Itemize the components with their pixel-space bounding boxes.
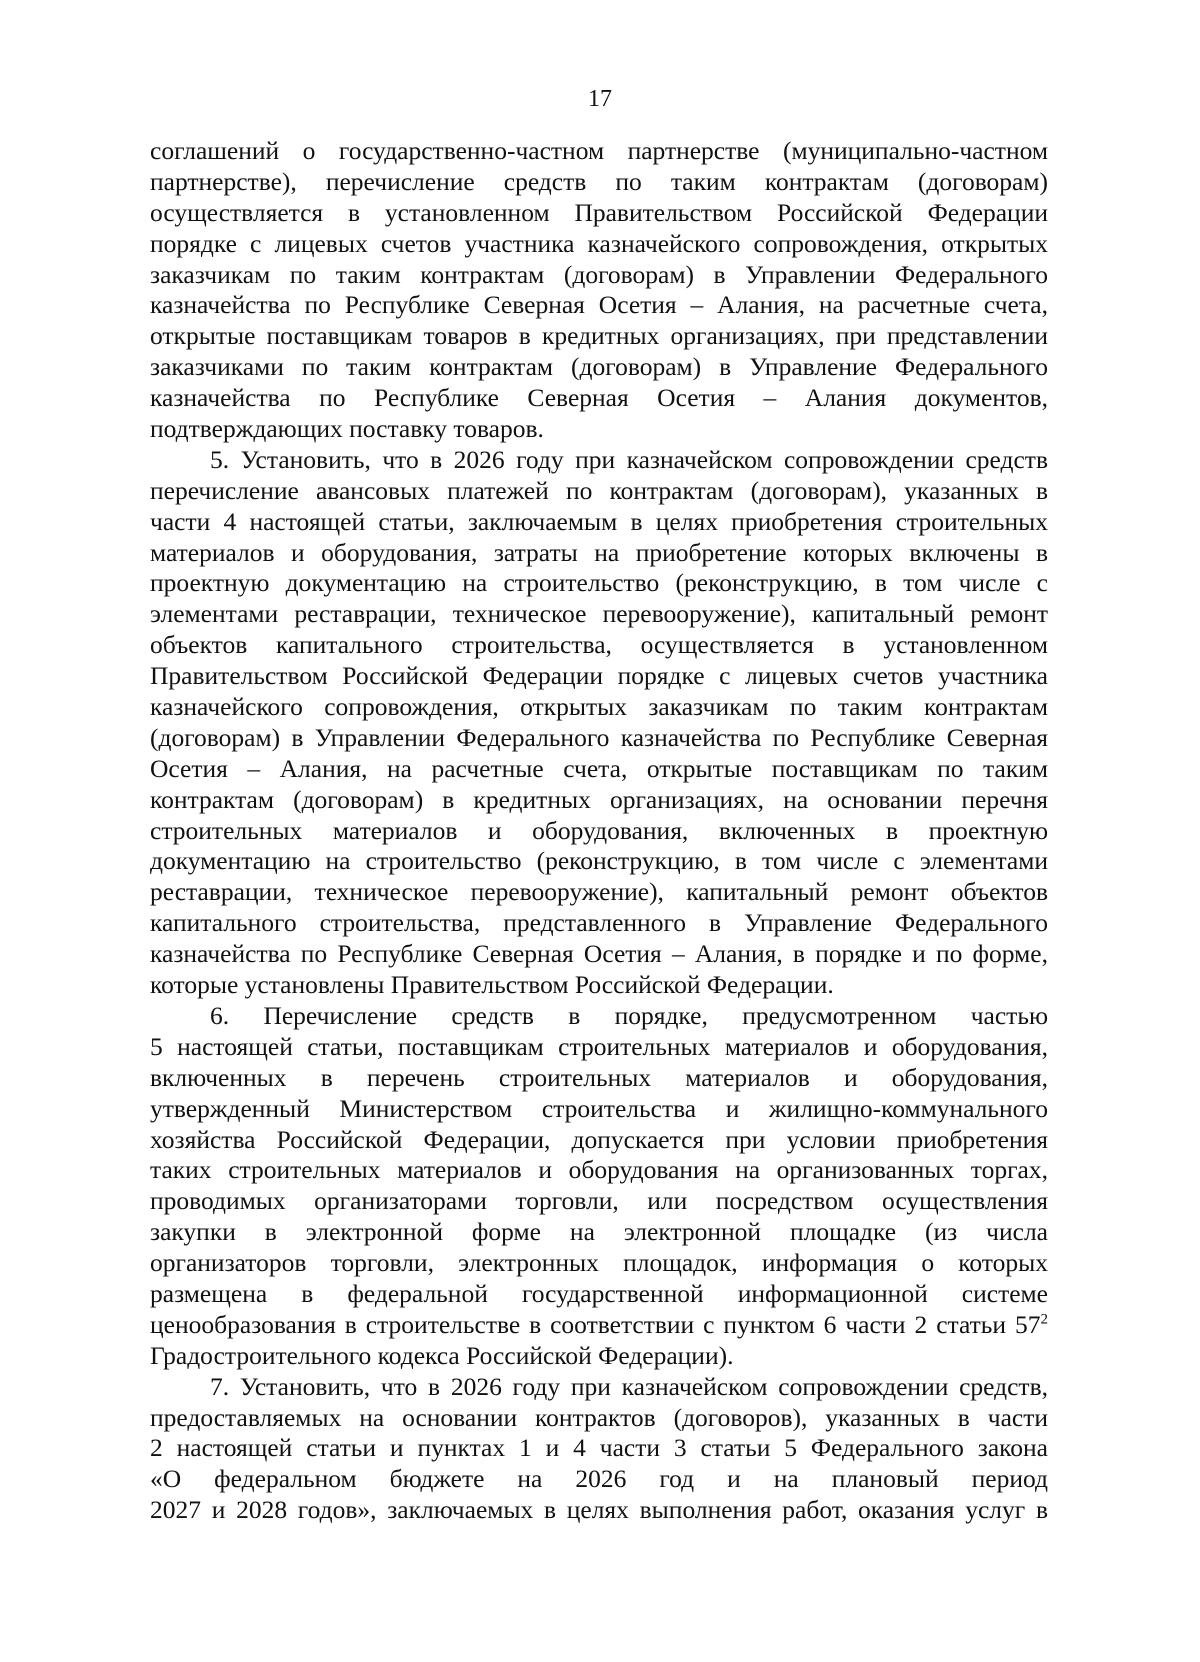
text-line-with-superscript <box>150 1310 1048 1341</box>
text-line: «О федеральном бюджете на 2026 год и на плановый период <box>150 1464 1048 1494</box>
text-line: части 4 настоящей статьи, заключаемым в целях приобретения строительных <box>150 506 1048 536</box>
text-line: заказчикам по таким контрактам (договорам) в Управлении Федерального <box>150 259 1048 289</box>
text-line: проводимых организаторами торговли, или посредством осуществления <box>150 1186 1048 1216</box>
text-line: казначейского сопровождения, открытых заказчикам по таким контрактам <box>150 692 1048 722</box>
text-line: материалов и оборудования, затраты на приобретение которых включены в <box>150 537 1048 567</box>
text-line: 5. Установить, что в 2026 году при казначейском сопровождении средств <box>210 444 1048 474</box>
text-line: осуществляется в установленном Правительством Российской Федерации <box>150 197 1048 227</box>
text-line: 2 настоящей статьи и пунктах 1 и 4 части 3 статьи 5 Федерального закона <box>150 1433 1048 1463</box>
text-line: реставрации, техническое перевооружение), капитальный ремонт объектов <box>150 877 1048 907</box>
text-line: утвержденный Министерством строительства и жилищно-коммунального <box>150 1093 1048 1123</box>
text-line: казначейства по Республике Северная Осетия – Алания, в порядке и по форме, <box>150 939 1048 969</box>
text-line: казначейства по Республике Северная Осетия – Алания, на расчетные счета, <box>150 290 1048 320</box>
text-line: размещена в федеральной государственной информационной системе <box>150 1278 1048 1308</box>
text-line: (договорам) в Управлении Федерального казначейства по Республике Северная <box>150 722 1048 752</box>
text-line: Осетия – Алания, на расчетные счета, открытые поставщикам по таким <box>150 753 1048 783</box>
text-line: партнерстве), перечисление средств по таким контрактам (договорам) <box>150 166 1048 196</box>
text-line: подтверждающих поставку товаров. <box>150 414 544 444</box>
text-line: строительных материалов и оборудования, включенных в проектную <box>150 815 1048 845</box>
text-line: включенных в перечень строительных материалов и оборудования, <box>150 1062 1048 1092</box>
text-line: элементами реставрации, техническое перевооружение), капитальный ремонт <box>150 599 1048 629</box>
text-line: перечисление авансовых платежей по контрактам (договорам), указанных в <box>150 475 1048 505</box>
text-line: которые установлены Правительством Российской Федерации. <box>150 970 834 1000</box>
text-line: заказчиками по таким контрактам (договорам) в Управление Федерального <box>150 352 1048 382</box>
text-line: закупки в электронной форме на электронной площадке (из числа <box>150 1217 1048 1247</box>
text-line: порядке с лицевых счетов участника казначейского сопровождения, открытых <box>150 228 1048 258</box>
text-line: таких строительных материалов и оборудования на организованных торгах, <box>150 1155 1048 1185</box>
text-line: Правительством Российской Федерации порядке с лицевых счетов участника <box>150 661 1048 691</box>
text-line: контрактам (договорам) в кредитных организациях, на основании перечня <box>150 784 1048 814</box>
superscript: 2 <box>1040 1311 1048 1328</box>
text-line: проектную документацию на строительство (реконструкцию, в том числе с <box>150 568 1048 598</box>
text-line: открытые поставщикам товаров в кредитных организациях, при представлении <box>150 321 1048 351</box>
text-line: соглашений о государственно-частном партнерстве (муниципально-частном <box>150 136 1048 165</box>
page-number: 17 <box>588 86 612 112</box>
text-line-content: ценообразования в строительстве в соответствии с пунктом 6 части 2 статьи 57 <box>150 1309 1041 1339</box>
document-body <box>150 136 1048 1526</box>
text-line: Градостроительного кодекса Российской Федерации). <box>150 1340 734 1370</box>
text-line: объектов капитального строительства, осуществляется в установленном <box>150 630 1048 660</box>
paragraph-item-5 <box>150 445 1048 1001</box>
text-line: документацию на строительство (реконструкцию, в том числе с элементами <box>150 846 1048 876</box>
text-line: хозяйства Российской Федерации, допускается при условии приобретения <box>150 1124 1048 1154</box>
text-line: 5 настоящей статьи, поставщикам строительных материалов и оборудования, <box>150 1031 1048 1061</box>
paragraph-item-7 <box>150 1372 1048 1526</box>
text-line: казначейства по Республике Северная Осетия – Алания документов, <box>150 383 1048 413</box>
text-line: 2027 и 2028 годов», заключаемых в целях выполнения работ, оказания услуг в <box>150 1495 1048 1525</box>
text-line: 7. Установить, что в 2026 году при казначейском сопровождении средств, <box>210 1371 1048 1401</box>
text-line: капитального строительства, представленного в Управление Федерального <box>150 908 1048 938</box>
paragraph-continuation <box>150 136 1048 445</box>
text-line: организаторов торговли, электронных площадок, информация о которых <box>150 1248 1048 1278</box>
text-line: 6. Перечисление средств в порядке, предусмотренном частью <box>210 1000 1048 1030</box>
paragraph-item-6 <box>150 1001 1048 1372</box>
text-line: предоставляемых на основании контрактов (договоров), указанных в части <box>150 1402 1048 1432</box>
